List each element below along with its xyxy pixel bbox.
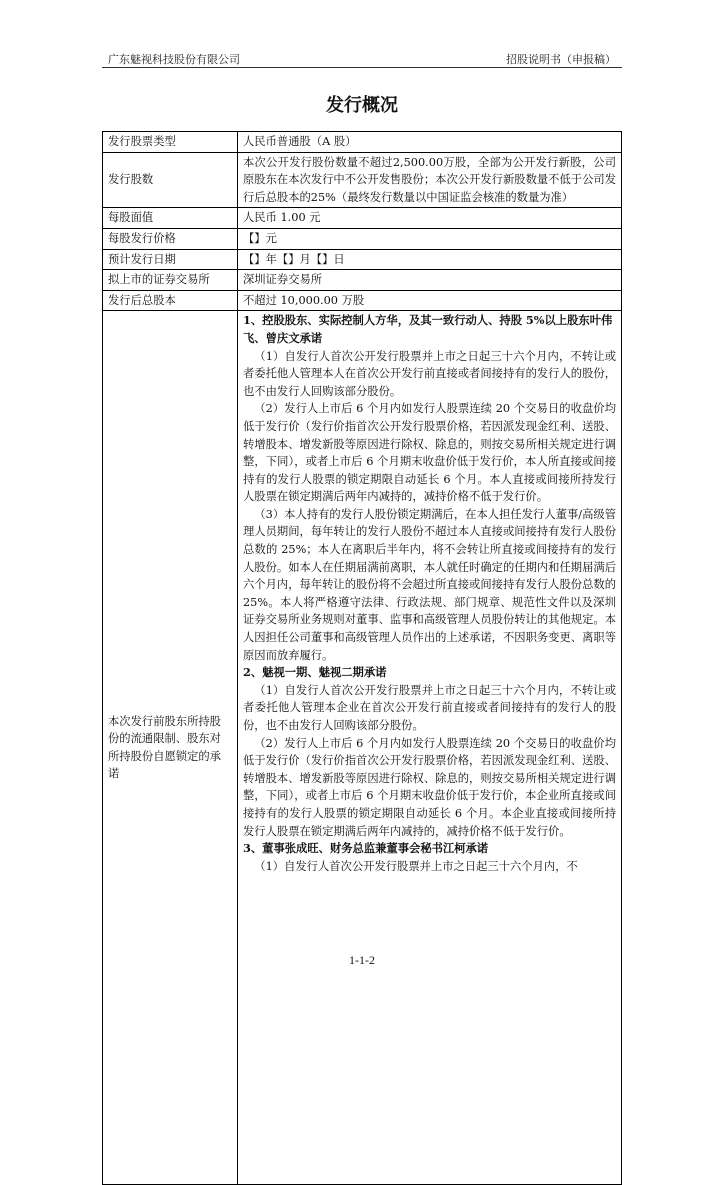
paragraph: （1）自发行人首次公开发行股票并上市之日起三十六个月内，不转让或者委托他人管理本企业在首次公开发行前直接或者间接持有的发行人的股份，也不由发行人回购该部分股份。 — [243, 683, 616, 732]
page-title: 发行概况 — [326, 95, 398, 116]
row-key: 每股发行价格 — [103, 228, 238, 249]
section-heading: 2、魅视一期、魅视二期承诺 — [243, 665, 387, 680]
row-value: 人民币 1.00 元 — [238, 208, 622, 229]
paragraph: （1）自发行人首次公开发行股票并上市之日起三十六个月内，不 — [254, 859, 578, 873]
row-key: 拟上市的证券交易所 — [103, 270, 238, 291]
row-value: 本次公开发行股份数量不超过2,500.00万股，全部为公开发行新股，公司原股东在本次发行中不公开发售股份；本次公开发行新股数量不低于公司发行后总股本的25%（最终发行数量以中国证监会核准的数量为准） — [238, 152, 622, 208]
table-row — [103, 270, 622, 291]
section-heading: 1、控股股东、实际控制人方华，及其一致行动人、持股 5%以上股东叶伟飞、曾庆文承诺 — [243, 313, 613, 345]
row-key: 发行股票类型 — [103, 132, 238, 153]
offering-table — [102, 131, 622, 1185]
row-value: 人民币普通股（A 股） — [238, 132, 622, 153]
table-row — [103, 290, 622, 311]
table-row — [103, 152, 622, 208]
paragraph: （1）自发行人首次公开发行股票并上市之日起三十六个月内，不转让或者委托他人管理本人在首次公开发行前直接或者间接持有的发行人的股份，也不由发行人回购该部分股份。 — [243, 349, 616, 398]
table-row — [103, 249, 622, 270]
row-key: 每股面值 — [103, 208, 238, 229]
header-rule — [102, 67, 622, 68]
section-heading: 3、董事张成旺、财务总监兼董事会秘书江柯承诺 — [243, 841, 489, 856]
commitment-cell — [238, 311, 622, 1185]
row-key: 发行后总股本 — [103, 290, 238, 311]
row-value: 【】年【】月【】日 — [238, 249, 622, 270]
table-row — [103, 228, 622, 249]
row-value: 深圳证券交易所 — [238, 270, 622, 291]
paragraph: （3）本人持有的发行人股份锁定期满后，在本人担任发行人董事/高级管理人员期间，每年转让的发行人股份不超过本人直接或间接持有发行人股份总数的 25%；本人在离职后半年内，将不会转让所直接或间接持有的发行人股份。如本人在任期届满前离职，本人就任时确定的任期内和任期届满后六个月内，每年转让的股份将不会超过所直接或间接持有发行人股份总数的 25%。本人将严格遵守法律、行政法规、部门规章、规范性文件以及深圳证券交易所业务规则对董事、监事和高级管理人员股份转让的其他规定。本人因担任公司董事和高级管理人员作出的上述承诺，不因职务变更、离职等原因而放弃履行。 — [243, 507, 616, 662]
table-row — [103, 208, 622, 229]
table-row — [103, 132, 622, 153]
row-key: 预计发行日期 — [103, 249, 238, 270]
commitment-body — [243, 312, 616, 1183]
header-doc-type: 招股说明书（申报稿） — [506, 53, 616, 66]
table-row — [103, 311, 622, 1185]
header-company: 广东魅视科技股份有限公司 — [108, 53, 240, 66]
row-key: 本次发行前股东所持股份的流通限制、股东对所持股份自愿锁定的承诺 — [103, 311, 238, 1185]
page-number: 1-1-2 — [349, 953, 375, 967]
row-key: 发行股数 — [103, 152, 238, 208]
paragraph: （2）发行人上市后 6 个月内如发行人股票连续 20 个交易日的收盘价均低于发行价（发行价指首次公开发行股票价格，若因派发现金红利、送股、转增股本、增发新股等原因进行除权、除息的，则按交易所相关规定进行调整，下同），或者上市后 6 个月期末收盘价低于发行价，本人所直接或间接持有的发行人股票的锁定期限自动延长 6 个月。本人直接或间接所持发行人股票在锁定期满后两年内减持的，减持价格不低于发行价。 — [243, 402, 616, 504]
row-value: 不超过 10,000.00 万股 — [238, 290, 622, 311]
row-value: 【】元 — [238, 228, 622, 249]
paragraph: （2）发行人上市后 6 个月内如发行人股票连续 20 个交易日的收盘价均低于发行价（发行价指首次公开发行股票价格，若因派发现金红利、送股、转增股本、增发新股等原因进行除权、除息的，则按交易所相关规定进行调整，下同），或者上市后 6 个月期末收盘价低于发行价，本企业所直接或间接持有的发行人股票的锁定期限自动延长 6 个月。本企业直接或间接所持发行人股票在锁定期满后两年内减持的，减持价格不低于发行价。 — [243, 736, 616, 838]
